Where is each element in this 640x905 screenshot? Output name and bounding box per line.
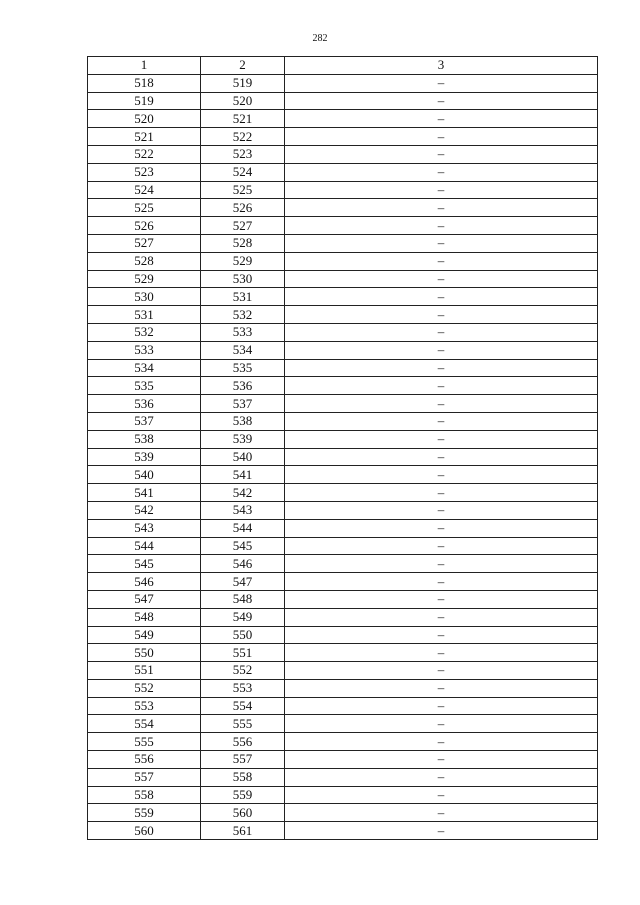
table-cell-col-1: 540 <box>88 466 201 484</box>
table-cell-col-3: – <box>285 679 598 697</box>
table-cell-col-3: – <box>285 733 598 751</box>
table-row <box>88 92 598 110</box>
table-row <box>88 412 598 430</box>
table-cell-col-2: 535 <box>201 359 285 377</box>
table-cell-col-2: 542 <box>201 484 285 502</box>
table-cell-col-1: 558 <box>88 786 201 804</box>
table-cell-col-1: 556 <box>88 751 201 769</box>
table-cell-col-1: 550 <box>88 644 201 662</box>
table-cell-col-1: 559 <box>88 804 201 822</box>
table-row <box>88 359 598 377</box>
table-row <box>88 288 598 306</box>
table-cell-col-2: 555 <box>201 715 285 733</box>
table-row <box>88 608 598 626</box>
data-table <box>87 56 598 840</box>
table-row <box>88 110 598 128</box>
table-cell-col-3: – <box>285 555 598 573</box>
table-cell-col-1: 536 <box>88 395 201 413</box>
table-row <box>88 270 598 288</box>
table-row <box>88 662 598 680</box>
table-cell-col-3: – <box>285 74 598 92</box>
table-cell-col-1: 531 <box>88 306 201 324</box>
table-cell-col-1: 519 <box>88 92 201 110</box>
column-header-1: 1 <box>88 57 201 75</box>
table-cell-col-2: 556 <box>201 733 285 751</box>
table-cell-col-2: 554 <box>201 697 285 715</box>
table-cell-col-3: – <box>285 110 598 128</box>
table-cell-col-1: 528 <box>88 252 201 270</box>
table-cell-col-1: 520 <box>88 110 201 128</box>
table-cell-col-1: 549 <box>88 626 201 644</box>
table-cell-col-2: 544 <box>201 519 285 537</box>
table-cell-col-1: 525 <box>88 199 201 217</box>
table-cell-col-2: 533 <box>201 323 285 341</box>
table-cell-col-1: 552 <box>88 679 201 697</box>
table-row <box>88 74 598 92</box>
table-cell-col-2: 530 <box>201 270 285 288</box>
table-row <box>88 181 598 199</box>
table-cell-col-1: 532 <box>88 323 201 341</box>
table-cell-col-1: 551 <box>88 662 201 680</box>
table-cell-col-1: 545 <box>88 555 201 573</box>
table-cell-col-3: – <box>285 715 598 733</box>
table-body <box>88 74 598 839</box>
table-row <box>88 626 598 644</box>
table-row <box>88 448 598 466</box>
table-cell-col-1: 537 <box>88 412 201 430</box>
table-row <box>88 573 598 591</box>
table-cell-col-1: 541 <box>88 484 201 502</box>
table-cell-col-3: – <box>285 519 598 537</box>
table-row <box>88 786 598 804</box>
table-row <box>88 377 598 395</box>
table-row <box>88 644 598 662</box>
table-cell-col-2: 547 <box>201 573 285 591</box>
table-cell-col-3: – <box>285 501 598 519</box>
table-cell-col-1: 547 <box>88 590 201 608</box>
table-row <box>88 590 598 608</box>
table-header <box>88 57 598 75</box>
table-cell-col-3: – <box>285 573 598 591</box>
table-cell-col-2: 549 <box>201 608 285 626</box>
table-cell-col-3: – <box>285 92 598 110</box>
table-row <box>88 466 598 484</box>
table-cell-col-1: 527 <box>88 234 201 252</box>
table-cell-col-2: 559 <box>201 786 285 804</box>
table-row <box>88 234 598 252</box>
table-cell-col-2: 528 <box>201 234 285 252</box>
table-row <box>88 163 598 181</box>
table-row <box>88 323 598 341</box>
table-cell-col-1: 542 <box>88 501 201 519</box>
table-row <box>88 555 598 573</box>
table-cell-col-2: 543 <box>201 501 285 519</box>
table-cell-col-2: 521 <box>201 110 285 128</box>
table-cell-col-3: – <box>285 662 598 680</box>
table-cell-col-1: 535 <box>88 377 201 395</box>
table-cell-col-3: – <box>285 412 598 430</box>
table-cell-col-3: – <box>285 697 598 715</box>
table-cell-col-3: – <box>285 590 598 608</box>
table-cell-col-1: 546 <box>88 573 201 591</box>
table-cell-col-3: – <box>285 288 598 306</box>
table-cell-col-2: 553 <box>201 679 285 697</box>
table-cell-col-1: 524 <box>88 181 201 199</box>
table-cell-col-1: 523 <box>88 163 201 181</box>
table-row <box>88 697 598 715</box>
table-cell-col-2: 545 <box>201 537 285 555</box>
table-row <box>88 395 598 413</box>
table-row <box>88 751 598 769</box>
table-cell-col-2: 540 <box>201 448 285 466</box>
table-cell-col-1: 522 <box>88 145 201 163</box>
table-row <box>88 199 598 217</box>
table-cell-col-3: – <box>285 199 598 217</box>
table-row <box>88 341 598 359</box>
table-cell-col-1: 557 <box>88 768 201 786</box>
table-cell-col-2: 560 <box>201 804 285 822</box>
table-cell-col-3: – <box>285 270 598 288</box>
table-row <box>88 128 598 146</box>
table-cell-col-3: – <box>285 466 598 484</box>
table-cell-col-3: – <box>285 217 598 235</box>
table-cell-col-3: – <box>285 163 598 181</box>
table-cell-col-1: 529 <box>88 270 201 288</box>
table-cell-col-1: 548 <box>88 608 201 626</box>
table-cell-col-2: 537 <box>201 395 285 413</box>
table-cell-col-2: 527 <box>201 217 285 235</box>
table-row <box>88 145 598 163</box>
table-cell-col-3: – <box>285 323 598 341</box>
table-cell-col-3: – <box>285 377 598 395</box>
table-cell-col-3: – <box>285 786 598 804</box>
table-cell-col-2: 548 <box>201 590 285 608</box>
table-cell-col-2: 536 <box>201 377 285 395</box>
table-row <box>88 519 598 537</box>
table-cell-col-3: – <box>285 234 598 252</box>
table-cell-col-2: 532 <box>201 306 285 324</box>
table-cell-col-3: – <box>285 181 598 199</box>
table-cell-col-3: – <box>285 341 598 359</box>
table-cell-col-1: 544 <box>88 537 201 555</box>
table-cell-col-3: – <box>285 359 598 377</box>
table-cell-col-1: 526 <box>88 217 201 235</box>
table-cell-col-2: 523 <box>201 145 285 163</box>
table-cell-col-2: 551 <box>201 644 285 662</box>
table-cell-col-3: – <box>285 751 598 769</box>
table-cell-col-1: 554 <box>88 715 201 733</box>
table-cell-col-1: 530 <box>88 288 201 306</box>
table-cell-col-3: – <box>285 306 598 324</box>
table-cell-col-3: – <box>285 395 598 413</box>
table-row <box>88 822 598 840</box>
table-cell-col-3: – <box>285 128 598 146</box>
table-cell-col-2: 550 <box>201 626 285 644</box>
table-cell-col-2: 561 <box>201 822 285 840</box>
table-cell-col-1: 518 <box>88 74 201 92</box>
table-cell-col-3: – <box>285 145 598 163</box>
table-cell-col-2: 541 <box>201 466 285 484</box>
table-cell-col-2: 531 <box>201 288 285 306</box>
column-header-3: 3 <box>285 57 598 75</box>
table-cell-col-3: – <box>285 484 598 502</box>
table-cell-col-3: – <box>285 448 598 466</box>
table-cell-col-2: 557 <box>201 751 285 769</box>
table-cell-col-2: 526 <box>201 199 285 217</box>
table-cell-col-1: 533 <box>88 341 201 359</box>
table-cell-col-2: 534 <box>201 341 285 359</box>
table-cell-col-3: – <box>285 608 598 626</box>
table-row <box>88 252 598 270</box>
table-cell-col-2: 525 <box>201 181 285 199</box>
table-cell-col-2: 524 <box>201 163 285 181</box>
table-row <box>88 768 598 786</box>
table-cell-col-1: 539 <box>88 448 201 466</box>
table-row <box>88 537 598 555</box>
table-cell-col-3: – <box>285 626 598 644</box>
table-row <box>88 715 598 733</box>
table-cell-col-1: 553 <box>88 697 201 715</box>
table-cell-col-2: 546 <box>201 555 285 573</box>
table-row <box>88 501 598 519</box>
table-row <box>88 804 598 822</box>
table-cell-col-2: 519 <box>201 74 285 92</box>
header-row <box>88 57 598 75</box>
table-row <box>88 679 598 697</box>
table-cell-col-3: – <box>285 804 598 822</box>
table-cell-col-3: – <box>285 537 598 555</box>
table-cell-col-2: 520 <box>201 92 285 110</box>
table-cell-col-1: 521 <box>88 128 201 146</box>
table-cell-col-3: – <box>285 822 598 840</box>
table-cell-col-3: – <box>285 644 598 662</box>
table-row <box>88 430 598 448</box>
table-cell-col-1: 555 <box>88 733 201 751</box>
table-cell-col-1: 538 <box>88 430 201 448</box>
table-cell-col-2: 529 <box>201 252 285 270</box>
table-row <box>88 484 598 502</box>
table-row <box>88 733 598 751</box>
table-cell-col-2: 522 <box>201 128 285 146</box>
table-cell-col-2: 538 <box>201 412 285 430</box>
column-header-2: 2 <box>201 57 285 75</box>
table-cell-col-3: – <box>285 252 598 270</box>
table-cell-col-1: 534 <box>88 359 201 377</box>
table-cell-col-2: 539 <box>201 430 285 448</box>
table-cell-col-3: – <box>285 768 598 786</box>
table-row <box>88 217 598 235</box>
table-cell-col-3: – <box>285 430 598 448</box>
table-cell-col-1: 560 <box>88 822 201 840</box>
table-cell-col-1: 543 <box>88 519 201 537</box>
table-row <box>88 306 598 324</box>
page-number: 282 <box>312 33 328 44</box>
table-cell-col-2: 552 <box>201 662 285 680</box>
table-cell-col-2: 558 <box>201 768 285 786</box>
